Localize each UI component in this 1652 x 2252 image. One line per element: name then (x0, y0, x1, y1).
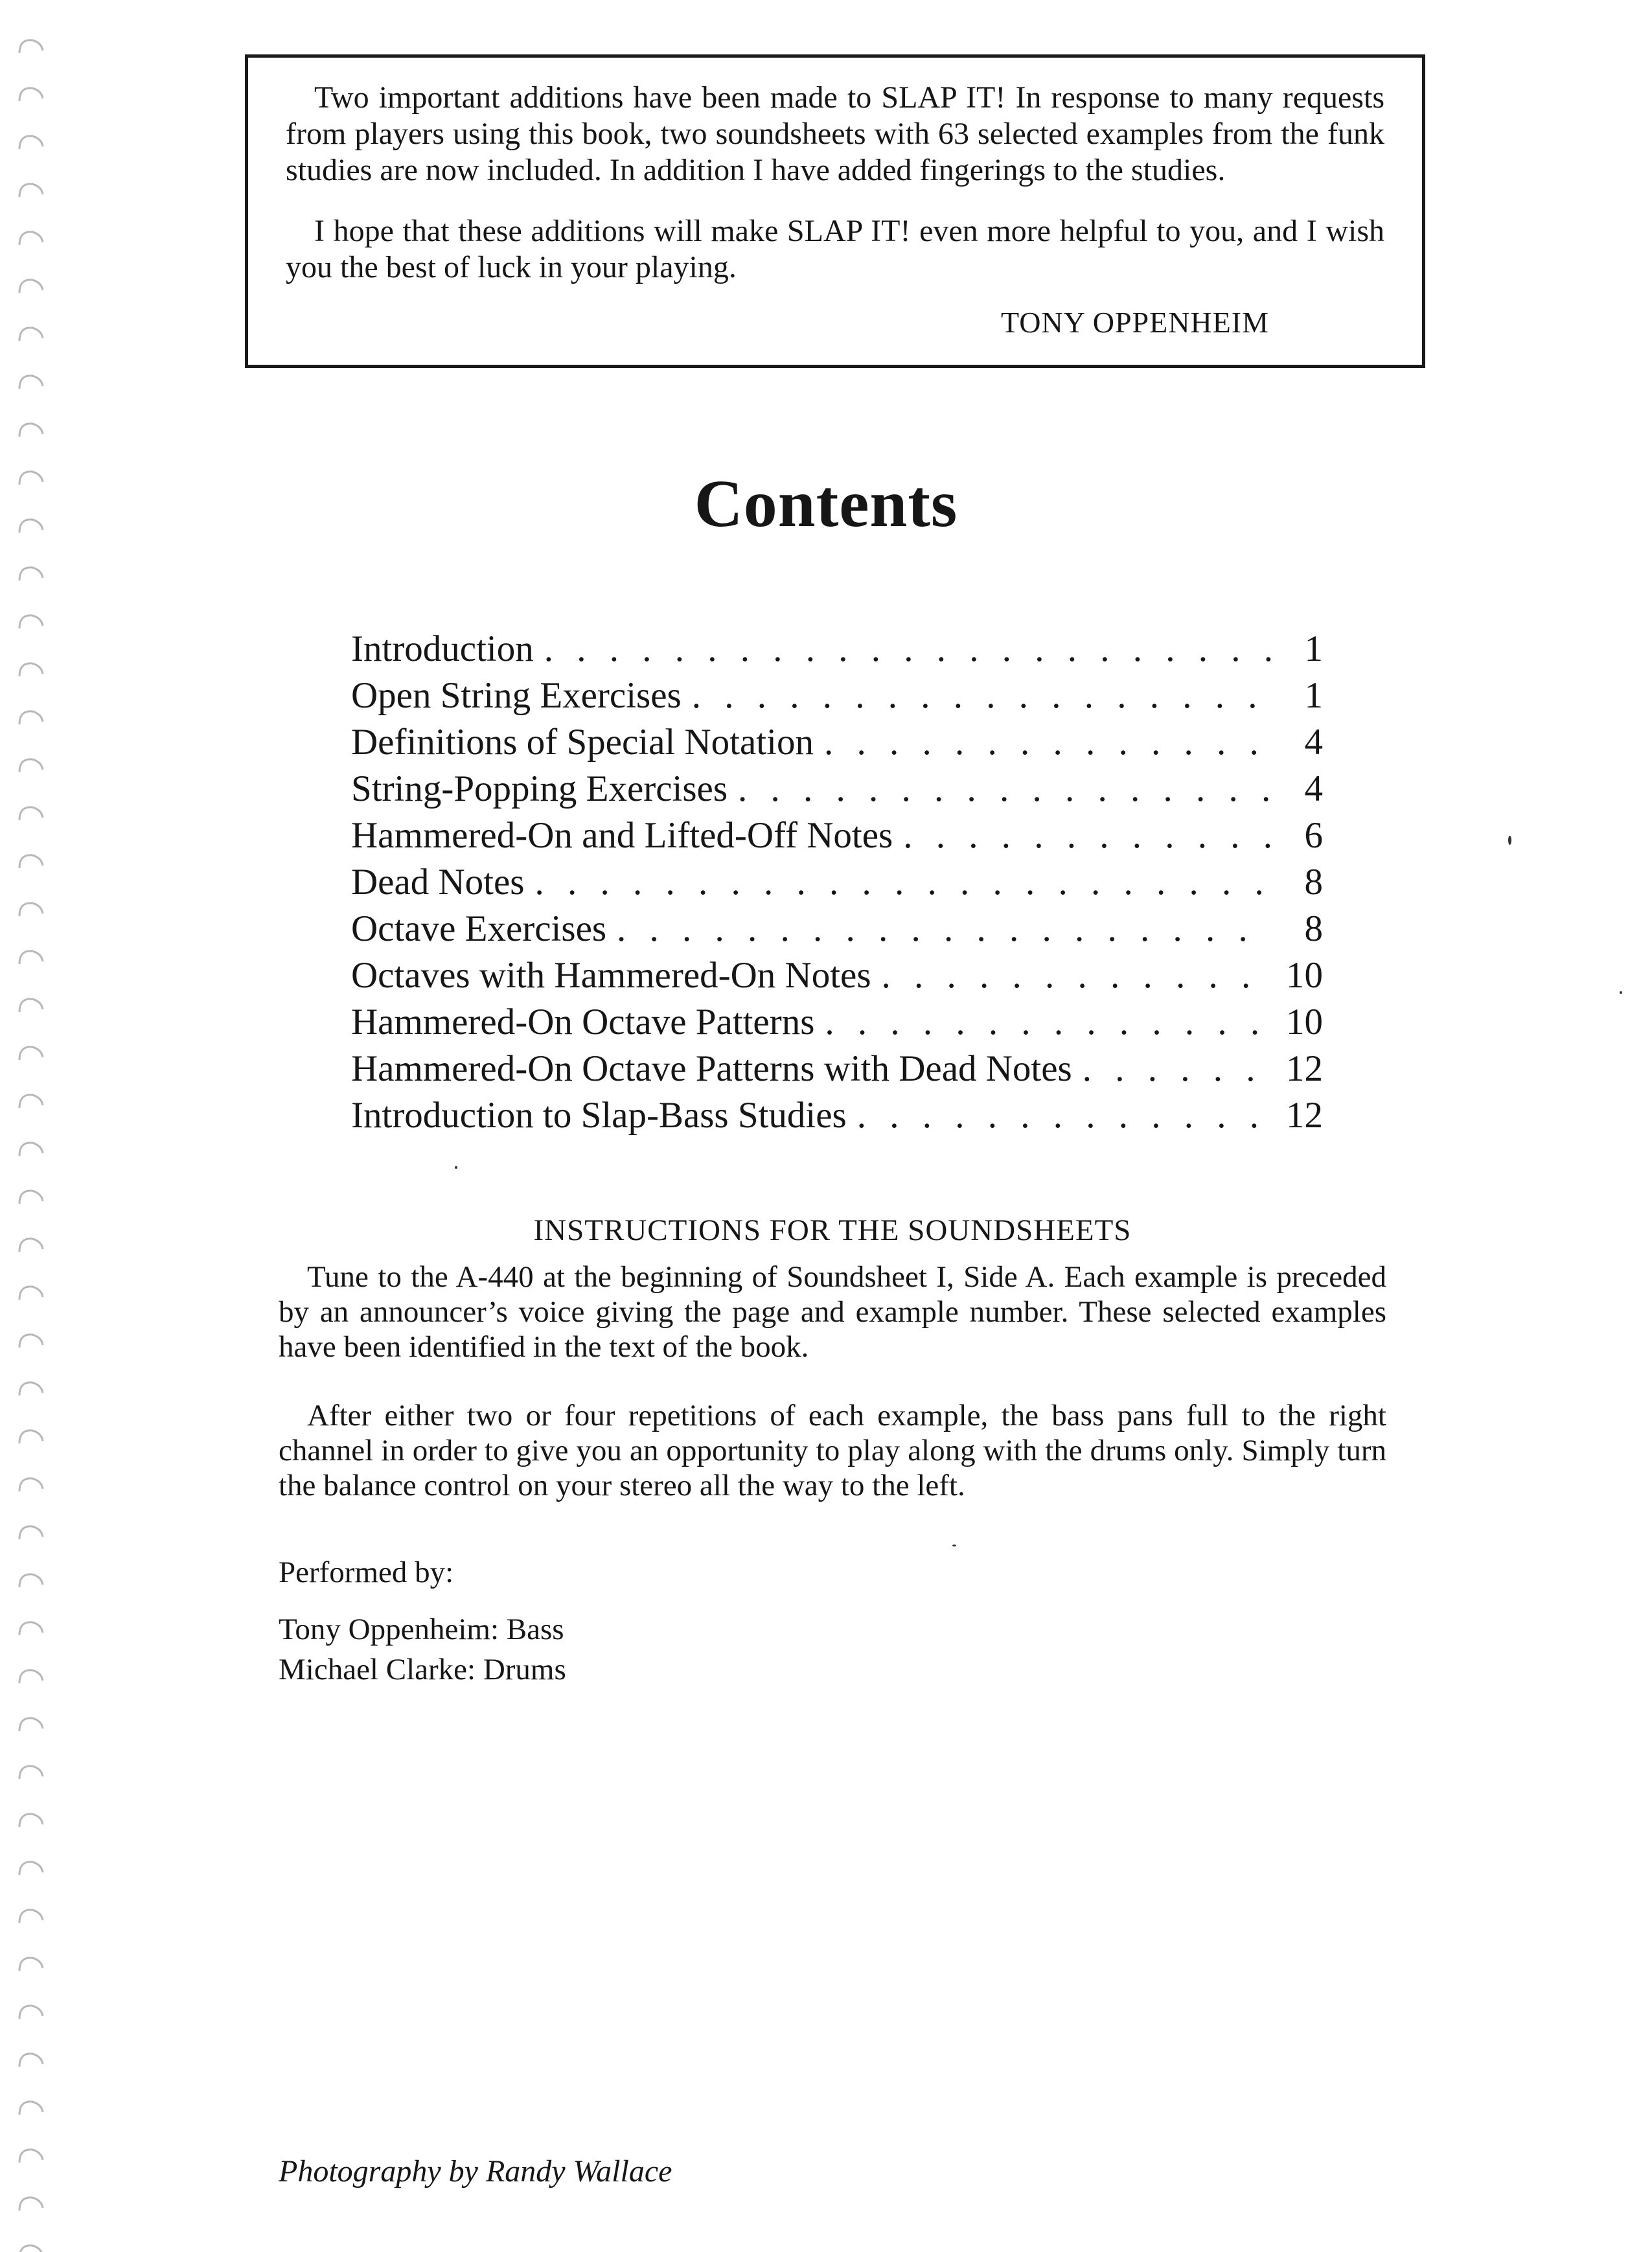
binding-hole-mark (19, 615, 43, 628)
binding-hole-mark (19, 2150, 43, 2163)
toc-entry-title: Hammered-On and Lifted-Off Notes (351, 815, 893, 856)
binding-hole-mark (19, 1478, 43, 1491)
toc-dot-leader (1083, 1046, 1272, 1092)
performers-label: Performed by: (279, 1556, 454, 1589)
toc-entry (351, 906, 1323, 952)
toc-entry-page: 1 (1304, 675, 1323, 716)
scan-speck (455, 1166, 457, 1169)
binding-hole-mark (19, 1958, 43, 1971)
binding-hole-mark (19, 903, 43, 916)
binding-hole-mark (19, 2054, 43, 2067)
toc-entry (351, 1046, 1323, 1092)
toc-dot-leader (903, 812, 1272, 859)
binding-hole-mark (19, 1574, 43, 1587)
toc-entry (351, 672, 1323, 719)
toc-dot-leader (882, 952, 1272, 999)
binding-hole-mark (19, 999, 43, 1012)
instructions-heading: INSTRUCTIONS FOR THE SOUNDSHEETS (533, 1213, 1132, 1247)
toc-dot-leader (857, 1092, 1272, 1139)
binding-hole-mark (19, 1335, 43, 1348)
binding-hole-mark (19, 1143, 43, 1156)
binding-hole-mark (19, 1095, 43, 1108)
spiral-binding-holes (0, 0, 58, 2252)
binding-hole-mark (19, 2246, 43, 2252)
binding-hole-mark (19, 1766, 43, 1779)
toc-entry-page: 10 (1286, 1002, 1323, 1042)
photography-credit: Photography by Randy Wallace (279, 2154, 672, 2189)
binding-hole-mark (19, 328, 43, 341)
toc-entry-title: Hammered-On Octave Patterns with Dead Notes (351, 1048, 1072, 1089)
toc-entry (351, 1092, 1323, 1139)
binding-hole-mark (19, 2198, 43, 2211)
toc-entry-page: 4 (1304, 768, 1323, 809)
performer-drums: Michael Clarke: Drums (279, 1653, 566, 1686)
notice-box (245, 54, 1425, 368)
binding-hole-mark (19, 855, 43, 868)
toc-entry-page: 12 (1286, 1095, 1323, 1136)
instructions-paragraph-2: After either two or four repetitions of each example, the bass pans full to the right channel in order to give you an opportunity to play along with the drums only. Simply turn the balance control on your stereo all the way to the left. (279, 1399, 1386, 1502)
binding-hole-mark (19, 568, 43, 580)
toc-entry (351, 812, 1323, 859)
binding-hole-mark (19, 1718, 43, 1731)
table-of-contents (351, 626, 1323, 1139)
toc-entry-title: String-Popping Exercises (351, 768, 728, 809)
toc-dot-leader (825, 999, 1272, 1046)
toc-entry-title: Introduction (351, 628, 534, 669)
binding-hole-mark (19, 807, 43, 820)
binding-hole-mark (19, 951, 43, 964)
binding-hole-mark (19, 280, 43, 293)
toc-entry-title: Dead Notes (351, 862, 525, 902)
toc-entry-title: Hammered-On Octave Patterns (351, 1002, 815, 1042)
toc-dot-leader (692, 672, 1272, 719)
binding-hole-mark (19, 2102, 43, 2115)
scan-speck (952, 1545, 956, 1546)
toc-entry (351, 766, 1323, 812)
toc-entry-title: Introduction to Slap-Bass Studies (351, 1095, 847, 1136)
notice-paragraph-2: I hope that these additions will make SLAP IT! even more helpful to you, and I wish you the best of luck in your playing. (286, 214, 1384, 284)
binding-hole-mark (19, 40, 43, 53)
toc-entry-page: 12 (1286, 1048, 1323, 1089)
binding-hole-mark (19, 663, 43, 676)
binding-hole-mark (19, 1862, 43, 1875)
instructions-body (279, 1259, 1386, 1503)
instructions-paragraph-1: Tune to the A-440 at the beginning of Soundsheet I, Side A. Each example is preceded by an announcer’s voice giving the page and example number. These selected examples have been identified in the text of the book. (279, 1260, 1386, 1364)
toc-dot-leader (617, 906, 1272, 952)
toc-entry-page: 8 (1304, 908, 1323, 949)
binding-hole-mark (19, 1430, 43, 1443)
toc-entry (351, 719, 1323, 766)
performers-list (279, 1609, 566, 1690)
binding-hole-mark (19, 1622, 43, 1635)
toc-entry-title: Open String Exercises (351, 675, 682, 716)
binding-hole-mark (19, 1383, 43, 1396)
toc-entry-page: 10 (1286, 955, 1323, 996)
toc-entry-page: 8 (1304, 862, 1323, 902)
toc-entry-page: 6 (1304, 815, 1323, 856)
toc-entry (351, 952, 1323, 999)
notice-paragraph-1: Two important additions have been made to SLAP IT! In response to many requests from players using this book, two soundsheets with 63 selected examples from the funk studies are now included. In addition I have added fingerings to the studies. (286, 80, 1384, 187)
binding-hole-mark (19, 2006, 43, 2019)
toc-entry (351, 626, 1323, 672)
toc-entry (351, 859, 1323, 906)
binding-hole-mark (19, 759, 43, 772)
binding-hole-mark (19, 232, 43, 245)
notice-signature: TONY OPPENHEIM (1001, 306, 1269, 339)
toc-dot-leader (535, 859, 1273, 906)
binding-hole-mark (19, 1287, 43, 1300)
binding-hole-mark (19, 1670, 43, 1683)
toc-dot-leader (738, 766, 1272, 812)
binding-hole-mark (19, 424, 43, 437)
binding-hole-mark (19, 1526, 43, 1539)
toc-entry-title: Octave Exercises (351, 908, 607, 949)
toc-entry (351, 999, 1323, 1046)
scan-speck (1620, 991, 1622, 994)
toc-entry-page: 4 (1304, 722, 1323, 763)
toc-entry-title: Octaves with Hammered-On Notes (351, 955, 871, 996)
scan-speck (1508, 836, 1511, 845)
binding-hole-mark (19, 1910, 43, 1923)
toc-entry-page: 1 (1304, 628, 1323, 669)
toc-entry-title: Definitions of Special Notation (351, 722, 814, 763)
binding-hole-mark (19, 136, 43, 149)
toc-dot-leader (544, 626, 1272, 672)
binding-hole-mark (19, 88, 43, 101)
performer-bass: Tony Oppenheim: Bass (279, 1613, 564, 1646)
binding-hole-mark (19, 376, 43, 389)
contents-heading: Contents (694, 466, 958, 541)
binding-hole-mark (19, 1191, 43, 1204)
binding-hole-mark (19, 711, 43, 724)
binding-hole-mark (19, 1814, 43, 1827)
binding-hole-mark (19, 184, 43, 197)
binding-hole-mark (19, 1047, 43, 1060)
toc-dot-leader (824, 719, 1272, 766)
